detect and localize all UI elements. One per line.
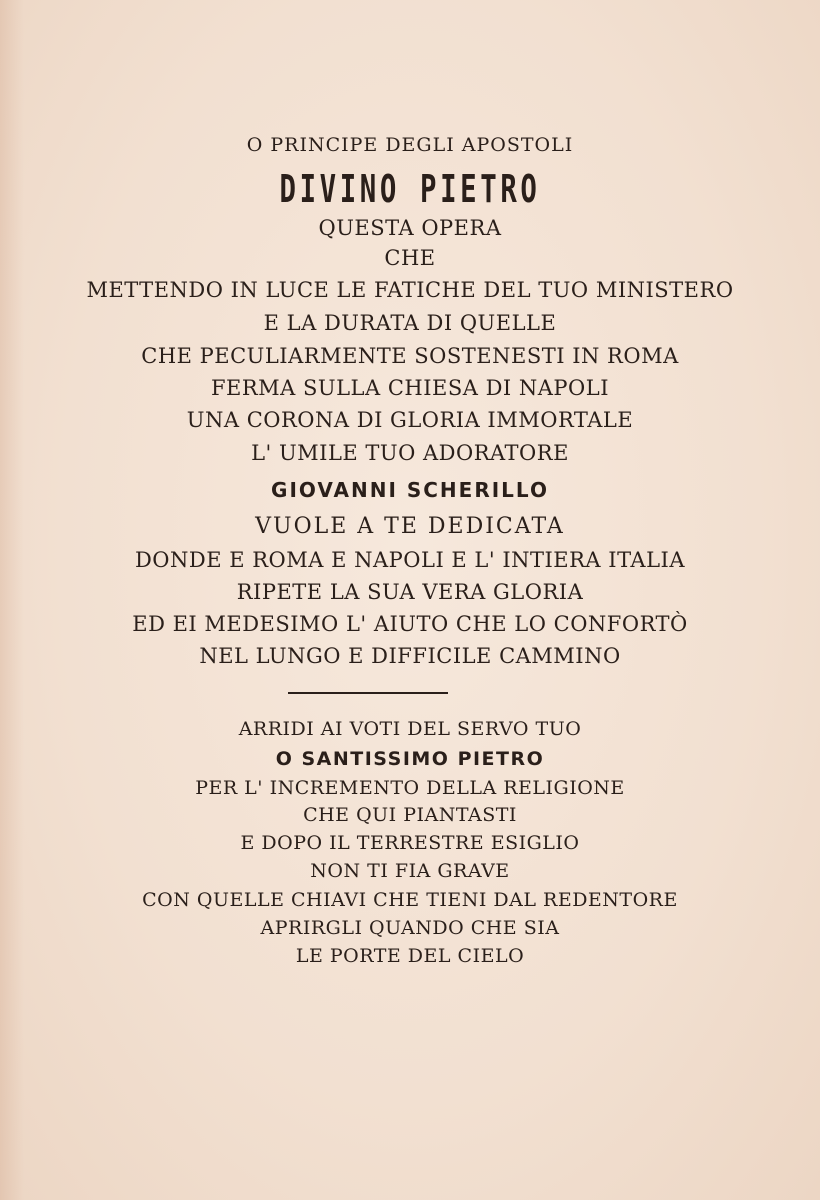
dedication-line: E LA DURATA DI QUELLE	[263, 311, 557, 335]
dedication-line: CHE	[384, 246, 436, 270]
dedication-line: UNA CORONA DI GLORIA IMMORTALE	[186, 408, 634, 432]
dedication-line: DONDE E ROMA E NAPOLI E L' INTIERA ITALIA	[134, 548, 686, 572]
prayer-line: E DOPO IL TERRESTRE ESIGLIO	[240, 832, 580, 854]
section-divider	[288, 692, 448, 694]
prayer-line: CHE QUI PIANTASTI	[303, 804, 517, 826]
dedication-line: VUOLE A TE DEDICATA	[255, 514, 565, 539]
dedication-line: RIPETE LA SUA VERA GLORIA	[236, 580, 584, 604]
prayer-line: APRIRGLI QUANDO CHE SIA	[260, 917, 560, 939]
dedication-intro: O PRINCIPE DEGLI APOSTOLI	[246, 134, 574, 156]
prayer-line: PER L' INCREMENTO DELLA RELIGIONE	[195, 777, 625, 799]
prayer-line: ARRIDI AI VOTI DEL SERVO TUO	[238, 718, 582, 740]
dedication-line: L' UMILE TUO ADORATORE	[251, 441, 569, 465]
prayer-line: NON TI FIA GRAVE	[310, 860, 510, 882]
dedication-line: METTENDO IN LUCE LE FATICHE DEL TUO MINISTERO	[86, 278, 734, 302]
dedication-title: DIVINO PIETRO	[279, 167, 541, 211]
dedication-line: FERMA SULLA CHIESA DI NAPOLI	[210, 376, 610, 400]
dedication-line: NEL LUNGO E DIFFICILE CAMMINO	[199, 644, 621, 668]
dedication-line: ED EI MEDESIMO L' AIUTO CHE LO CONFORTÒ	[132, 612, 688, 636]
prayer-line: LE PORTE DEL CIELO	[295, 945, 525, 967]
prayer-line: CON QUELLE CHIAVI CHE TIENI DAL REDENTORE	[142, 889, 678, 911]
dedication-line: QUESTA OPERA	[318, 216, 502, 240]
prayer-invocation: O SANTISSIMO PIETRO	[275, 748, 545, 770]
author-name: GIOVANNI SCHERILLO	[271, 478, 549, 502]
dedication-line: CHE PECULIARMENTE SOSTENESTI IN ROMA	[141, 344, 679, 368]
